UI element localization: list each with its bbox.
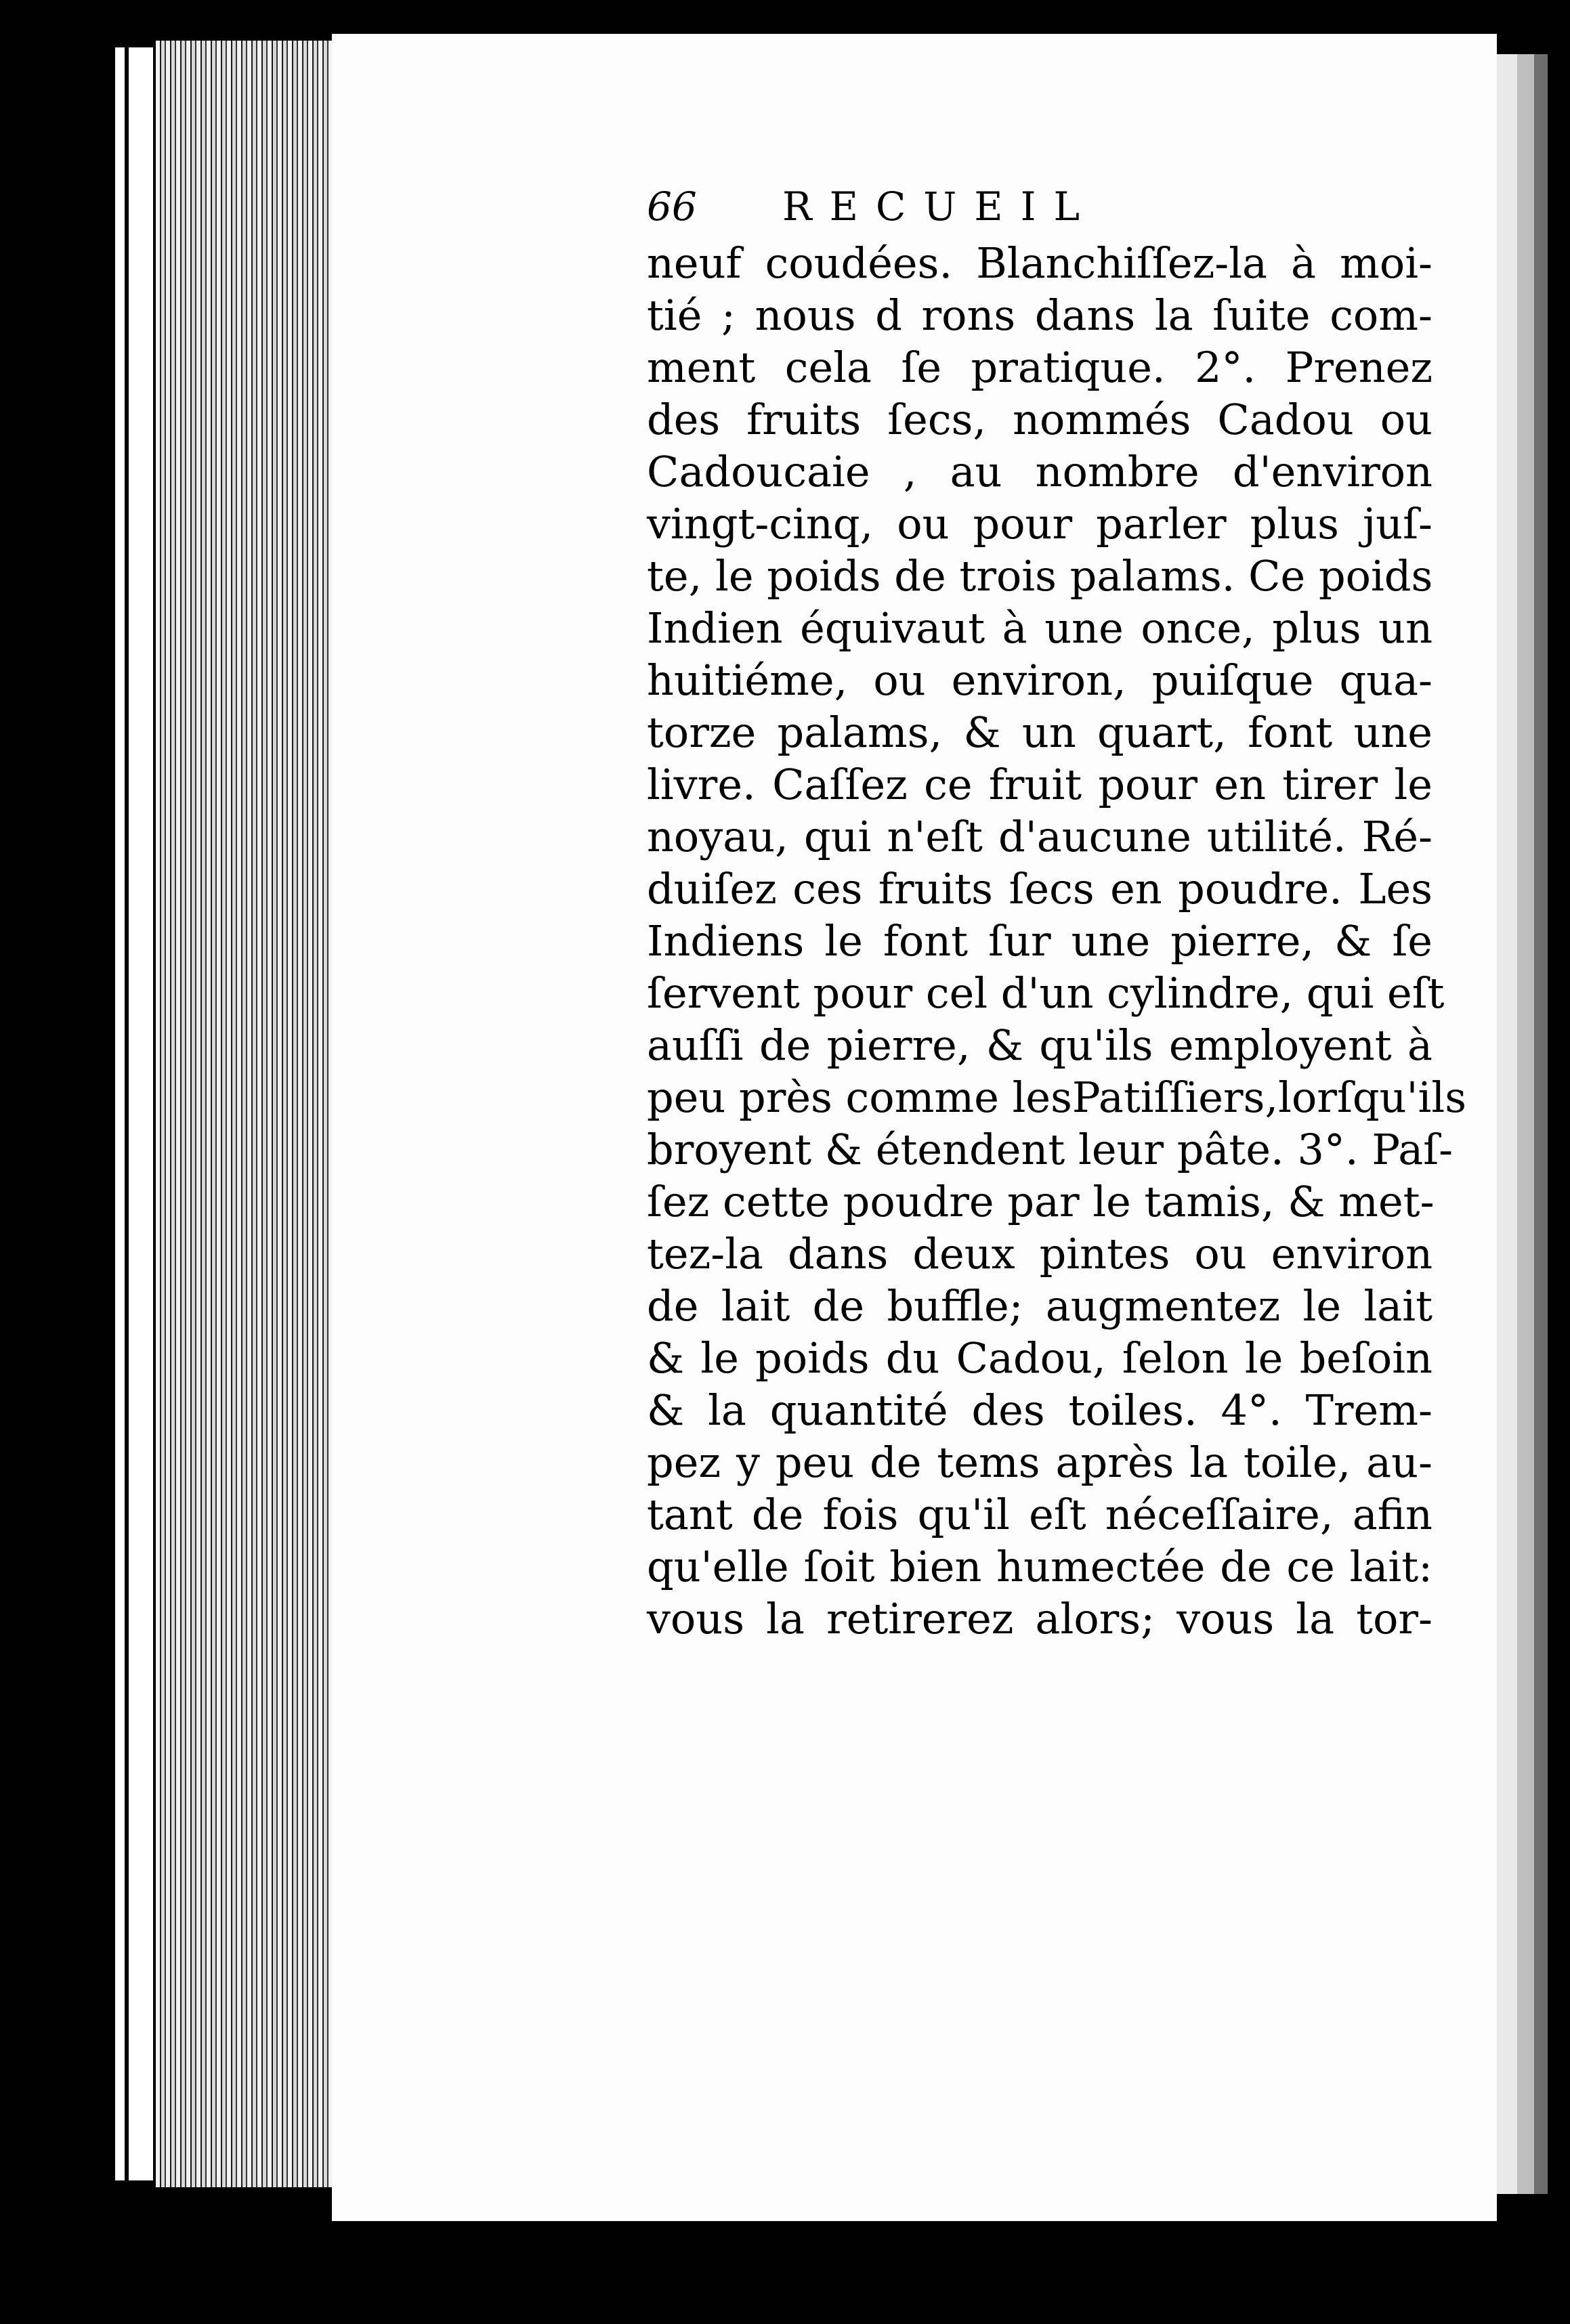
text-line: torze palams, & un quart, font une [647,708,1433,757]
page-header [647,176,1433,237]
text-line: livre. Caſſez ce fruit pour en tirer le [647,760,1433,809]
text-line: tez-la dans deux pintes ou environ [647,1229,1433,1278]
text-line: de lait de buffle; augmentez le lait [647,1281,1433,1331]
text-line: vous la retirerez alors; vous la tor- [647,1594,1433,1643]
text-line: des fruits ſecs, nommés Cadou ou [647,395,1433,444]
text-block [647,176,1467,1645]
text-line: peu près comme lesPatiſſiers,lorſqu'ils [647,1073,1467,1122]
text-line: noyau, qui n'eſt d'aucune utilité. Ré- [647,812,1433,861]
text-line: Indien équivaut à une once, plus un [647,603,1433,653]
text-line: huitiéme, ou environ, puiſque qua- [647,655,1433,705]
body-text [647,237,1467,1645]
text-line: ſervent pour cel d'un cylindre, qui eſt [647,968,1445,1018]
text-line: Indiens le font ſur une pierre, & ſe [647,916,1433,966]
text-line: neuf coudées. Blanchiſſez-la à moi- [647,238,1433,288]
page-number: 66 [647,184,697,230]
text-line: ſez cette poudre par le tamis, & met- [647,1177,1435,1226]
text-line: & la quantité des toiles. 4°. Trem- [647,1385,1433,1435]
page-edges [156,41,332,2187]
text-line: ment cela ſe pratique. 2°. Prenez [647,343,1433,392]
text-line: tié ; nous d rons dans la ſuite com- [647,290,1433,340]
text-line: Cadoucaie , au nombre d'environ [647,447,1433,496]
text-line: vingt-cinq, ou pour parler plus juſ- [647,499,1433,548]
text-line: pez y peu de tems après la toile, au- [647,1438,1433,1487]
text-line: te, le poids de trois palams. Ce poids [647,551,1433,601]
binding-edge [115,47,156,2180]
text-line: tant de fois qu'il eſt néceſſaire, afin [647,1490,1433,1539]
running-head: RECUEIL [782,184,1098,230]
text-line: auſſi de pierre, & qu'ils employent à [647,1020,1433,1070]
text-line: & le poids du Cadou, ſelon le beſoin [647,1333,1433,1383]
right-margin-edge [1497,54,1558,2194]
text-line: broyent & étendent leur pâte. 3°. Paſ- [647,1125,1454,1174]
text-line: duiſez ces fruits ſecs en poudre. Les [647,864,1433,913]
text-line: qu'elle ſoit bien humectée de ce lait: [647,1542,1433,1591]
